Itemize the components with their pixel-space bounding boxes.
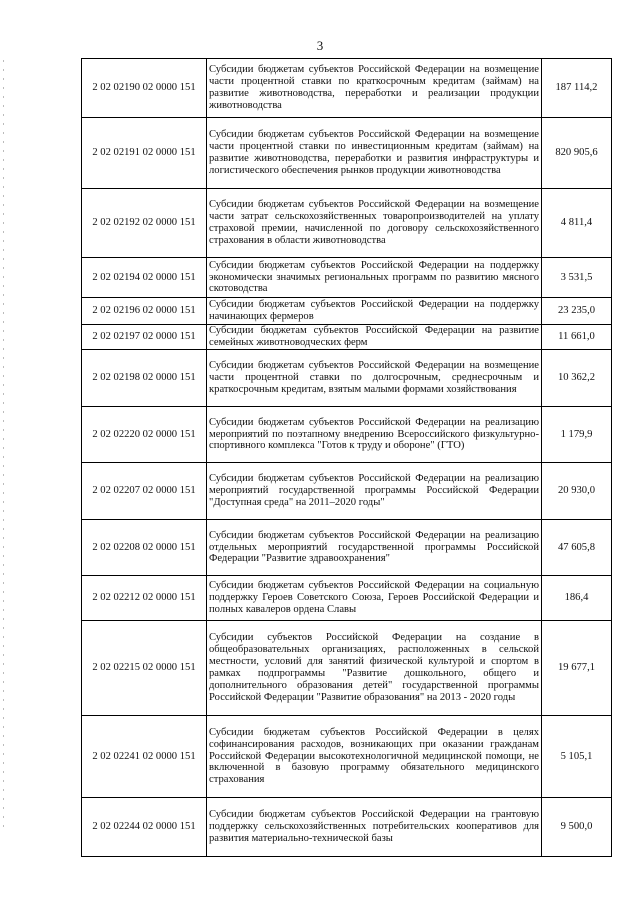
amount-cell: 5 105,1 [542,716,612,798]
description-cell: Субсидии бюджетам субъектов Российской Федерации на грантовую поддержку сельскохозяйственных потребительских кооперативов для развития материально-технической базы [207,798,542,857]
budget-code-cell: 2 02 02212 02 0000 151 [82,576,207,621]
table-row [82,520,612,576]
amount-cell: 186,4 [542,576,612,621]
amount-cell: 23 235,0 [542,298,612,325]
table-row [82,189,612,258]
budget-code-cell: 2 02 02241 02 0000 151 [82,716,207,798]
description-cell: Субсидии бюджетам субъектов Российской Федерации на реализацию отдельных мероприятий государственной программы Российской Федерации "Развитие здравоохранения" [207,520,542,576]
description-cell: Субсидии субъектов Российской Федерации на создание в общеобразовательных организациях, расположенных в сельской местности, условий для занятий физической культурой и спортом в рамках подпрограммы "Развитие дошкольного, общего и дополнительного образования детей" государственной программы Российской Федерации "Развитие образования" на 2013 - 2020 годы [207,621,542,716]
table-row [82,576,612,621]
amount-cell: 10 362,2 [542,350,612,407]
table-row [82,621,612,716]
description-cell: Субсидии бюджетам субъектов Российской Федерации на поддержку начинающих фермеров [207,298,542,325]
description-cell: Субсидии бюджетам субъектов Российской Федерации на поддержку экономически значимых региональных программ по развитию мясного скотоводства [207,258,542,298]
table-row [82,350,612,407]
description-cell: Субсидии бюджетам субъектов Российской Федерации на возмещение части процентной ставки по краткосрочным кредитам (займам) на развитие животноводства, переработки и реализации продукции животноводства [207,59,542,118]
budget-code-cell: 2 02 02197 02 0000 151 [82,325,207,350]
budget-table-body [82,59,612,857]
budget-table [81,58,612,857]
amount-cell: 9 500,0 [542,798,612,857]
table-row [82,298,612,325]
table-row [82,258,612,298]
amount-cell: 4 811,4 [542,189,612,258]
description-cell: Субсидии бюджетам субъектов Российской Федерации на возмещение части затрат сельскохозяйственных товаропроизводителей на уплату страховой премии, начисленной по договору сельскохозяйственного страхования в области животноводства [207,189,542,258]
budget-code-cell: 2 02 02196 02 0000 151 [82,298,207,325]
amount-cell: 820 905,6 [542,118,612,189]
amount-cell: 47 605,8 [542,520,612,576]
table-row [82,463,612,520]
description-cell: Субсидии бюджетам субъектов Российской Федерации на возмещение части процентной ставки по инвестиционным кредитам (займам) на развитие животноводства, переработки и развития инфраструктуры и логистического обеспечения рынков продукции животноводства [207,118,542,189]
table-row [82,716,612,798]
budget-code-cell: 2 02 02208 02 0000 151 [82,520,207,576]
scan-edge-marks [3,60,4,830]
description-cell: Субсидии бюджетам субъектов Российской Федерации на возмещение части процентной ставки по долгосрочным, среднесрочным и краткосрочным кредитам, взятым малыми формами хозяйствования [207,350,542,407]
table-row [82,325,612,350]
description-cell: Субсидии бюджетам субъектов Российской Федерации на развитие семейных животноводческих ферм [207,325,542,350]
description-cell: Субсидии бюджетам субъектов Российской Федерации на реализацию мероприятий государственной программы Российской Федерации "Доступная среда" на 2011–2020 годы" [207,463,542,520]
budget-code-cell: 2 02 02244 02 0000 151 [82,798,207,857]
table-row [82,798,612,857]
page-number: 3 [316,38,324,53]
budget-code-cell: 2 02 02191 02 0000 151 [82,118,207,189]
budget-code-cell: 2 02 02194 02 0000 151 [82,258,207,298]
budget-code-cell: 2 02 02190 02 0000 151 [82,59,207,118]
description-cell: Субсидии бюджетам субъектов Российской Федерации на социальную поддержку Героев Советского Союза, Героев Российской Федерации и полных кавалеров ордена Славы [207,576,542,621]
budget-code-cell: 2 02 02220 02 0000 151 [82,407,207,463]
budget-code-cell: 2 02 02198 02 0000 151 [82,350,207,407]
budget-code-cell: 2 02 02215 02 0000 151 [82,621,207,716]
description-cell: Субсидии бюджетам субъектов Российской Федерации в целях софинансирования расходов, возникающих при оказании гражданам Российской Федерации высокотехнологичной медицинской помощи, не включенной в базовую программу обязательного медицинского страхования [207,716,542,798]
amount-cell: 3 531,5 [542,258,612,298]
budget-code-cell: 2 02 02192 02 0000 151 [82,189,207,258]
amount-cell: 20 930,0 [542,463,612,520]
table-row [82,118,612,189]
budget-code-cell: 2 02 02207 02 0000 151 [82,463,207,520]
amount-cell: 187 114,2 [542,59,612,118]
table-row [82,59,612,118]
amount-cell: 11 661,0 [542,325,612,350]
amount-cell: 19 677,1 [542,621,612,716]
table-row [82,407,612,463]
amount-cell: 1 179,9 [542,407,612,463]
description-cell: Субсидии бюджетам субъектов Российской Федерации на реализацию мероприятий по поэтапному внедрению Всероссийского физкультурно-спортивного комплекса "Готов к труду и обороне" (ГТО) [207,407,542,463]
